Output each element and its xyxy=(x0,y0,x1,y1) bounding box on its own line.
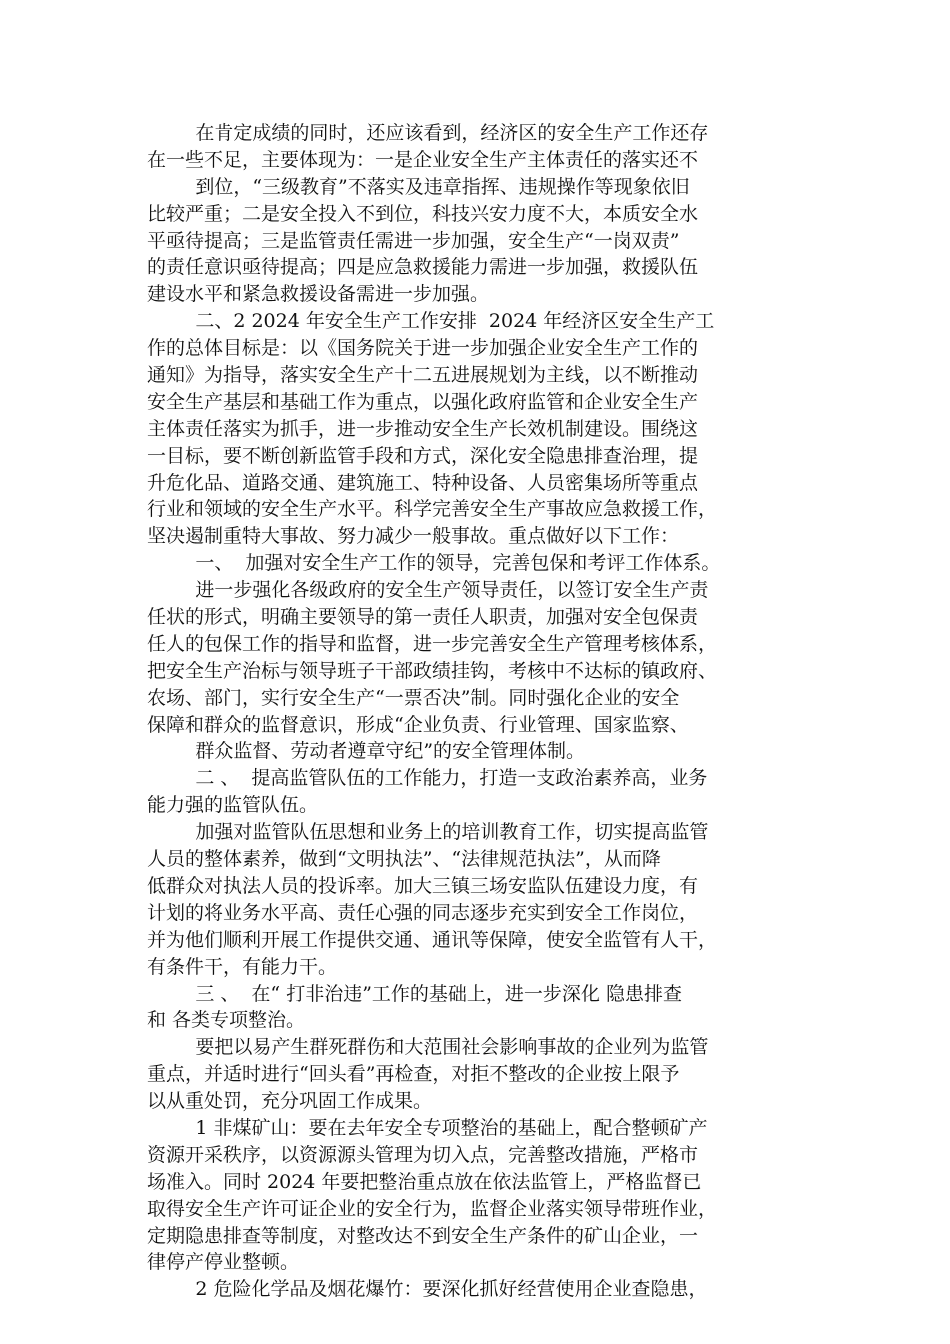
text-line: 把安全生产治标与领导班子干部政绩挂钩，考核中不达标的镇政府、 xyxy=(147,659,718,682)
text-line: 安全生产基层和基础工作为重点，以强化政府监管和企业安全生产 xyxy=(147,390,699,413)
text-line: 保障和群众的监督意识，形成“企业负责、行业管理、国家监察、 xyxy=(147,713,689,736)
text-line: 建设水平和紧急救援设备需进一步加强。 xyxy=(147,283,490,306)
text-line: 任人的包保工作的指导和监督，进一步完善安全生产管理考核体系， xyxy=(147,632,718,655)
text-line: 二 、 提高监管队伍的工作能力，打造一支政治素养高，业务 xyxy=(147,767,708,790)
text-line: 2 危险化学品及烟花爆竹：要深化抓好经营使用企业查隐患， xyxy=(147,1278,708,1301)
text-line: 一目标，要不断创新监管手段和方式，深化安全隐患排查治理，提 xyxy=(147,444,699,467)
text-line: 群众监督、劳动者遵章守纪”的安全管理体制。 xyxy=(147,740,586,763)
text-line: 通知》为指导，落实安全生产十二五进展规划为主线，以不断推动 xyxy=(147,364,699,387)
text-line: 定期隐患排查等制度，对整改达不到安全生产条件的矿山企业，一 xyxy=(147,1224,699,1247)
text-line: 三 、 在“ 打非治违”工作的基础上，进一步深化 隐患排查 xyxy=(147,982,682,1005)
text-line: 平亟待提高；三是监管责任需进一步加强，安全生产“一岗双责” xyxy=(147,229,680,252)
text-line: 行业和领域的安全生产水平。科学完善安全生产事故应急救援工作， xyxy=(147,498,718,521)
text-line: 加强对监管队伍思想和业务上的培训教育工作，切实提高监管 xyxy=(147,821,709,844)
text-line: 计划的将业务水平高、责任心强的同志逐步充实到安全工作岗位， xyxy=(147,901,699,924)
text-line: 要把以易产生群死群伤和大范围社会影响事故的企业列为监管 xyxy=(147,1036,709,1059)
text-line: 比较严重；二是安全投入不到位，科技兴安力度不大，本质安全水 xyxy=(147,202,699,225)
text-line: 坚决遏制重特大事故、努力减少一般事故。重点做好以下工作： xyxy=(147,525,680,548)
text-line: 有条件干，有能力干。 xyxy=(147,955,338,978)
text-line: 进一步强化各级政府的安全生产领导责任，以签订安全生产责 xyxy=(147,579,709,602)
text-line: 在一些不足，主要体现为：一是企业安全生产主体责任的落实还不 xyxy=(147,148,699,171)
text-line: 任状的形式，明确主要领导的第一责任人职责，加强对安全包保责 xyxy=(147,606,699,629)
text-line: 的责任意识亟待提高；四是应急救援能力需进一步加强，救援队伍 xyxy=(147,256,699,279)
text-line: 主体责任落实为抓手，进一步推动安全生产长效机制建设。围绕这 xyxy=(147,417,699,440)
text-line: 升危化品、道路交通、建筑施工、特种设备、人员密集场所等重点 xyxy=(147,471,699,494)
text-line: 律停产停业整顿。 xyxy=(147,1251,300,1274)
text-line: 二、2 2024 年安全生产工作安排 2024 年经济区安全生产工 xyxy=(147,310,715,333)
text-line: 低群众对执法人员的投诉率。加大三镇三场安监队伍建设力度，有 xyxy=(147,874,699,897)
document-body xyxy=(147,120,823,1303)
text-line: 和 各类专项整治。 xyxy=(147,1009,306,1032)
text-line: 能力强的监管队伍。 xyxy=(147,794,319,817)
text-line: 场准入。同时 2024 年要把整治重点放在依法监管上，严格监督已 xyxy=(147,1170,702,1193)
text-line: 农场、部门，实行安全生产“一票否决”制。同时强化企业的安全 xyxy=(147,686,680,709)
text-line: 资源开采秩序，以资源源头管理为切入点，完善整改措施，严格市 xyxy=(147,1143,699,1166)
text-line: 在肯定成绩的同时，还应该看到，经济区的安全生产工作还存 xyxy=(147,122,709,144)
text-line: 以从重处罚，充分巩固工作成果。 xyxy=(147,1090,433,1113)
text-line: 1 非煤矿山：要在去年安全专项整治的基础上，配合整顿矿产 xyxy=(147,1116,708,1139)
text-line: 重点，并适时进行“回头看”再检查，对拒不整改的企业按上限予 xyxy=(147,1063,680,1086)
text-line: 并为他们顺利开展工作提供交通、通讯等保障，使安全监管有人干， xyxy=(147,928,718,951)
text-line: 到位，“三级教育”不落实及违章指挥、违规操作等现象依旧 xyxy=(147,175,690,198)
text-line: 作的总体目标是：以《国务院关于进一步加强企业安全生产工作的 xyxy=(147,337,699,360)
text-line: 取得安全生产许可证企业的安全行为，监督企业落实领导带班作业， xyxy=(147,1197,718,1220)
text-line: 人员的整体素养，做到“文明执法”、“法律规范执法”，从而降 xyxy=(147,848,661,871)
text-line: 一、 加强对安全生产工作的领导，完善包保和考评工作体系。 xyxy=(147,552,721,575)
